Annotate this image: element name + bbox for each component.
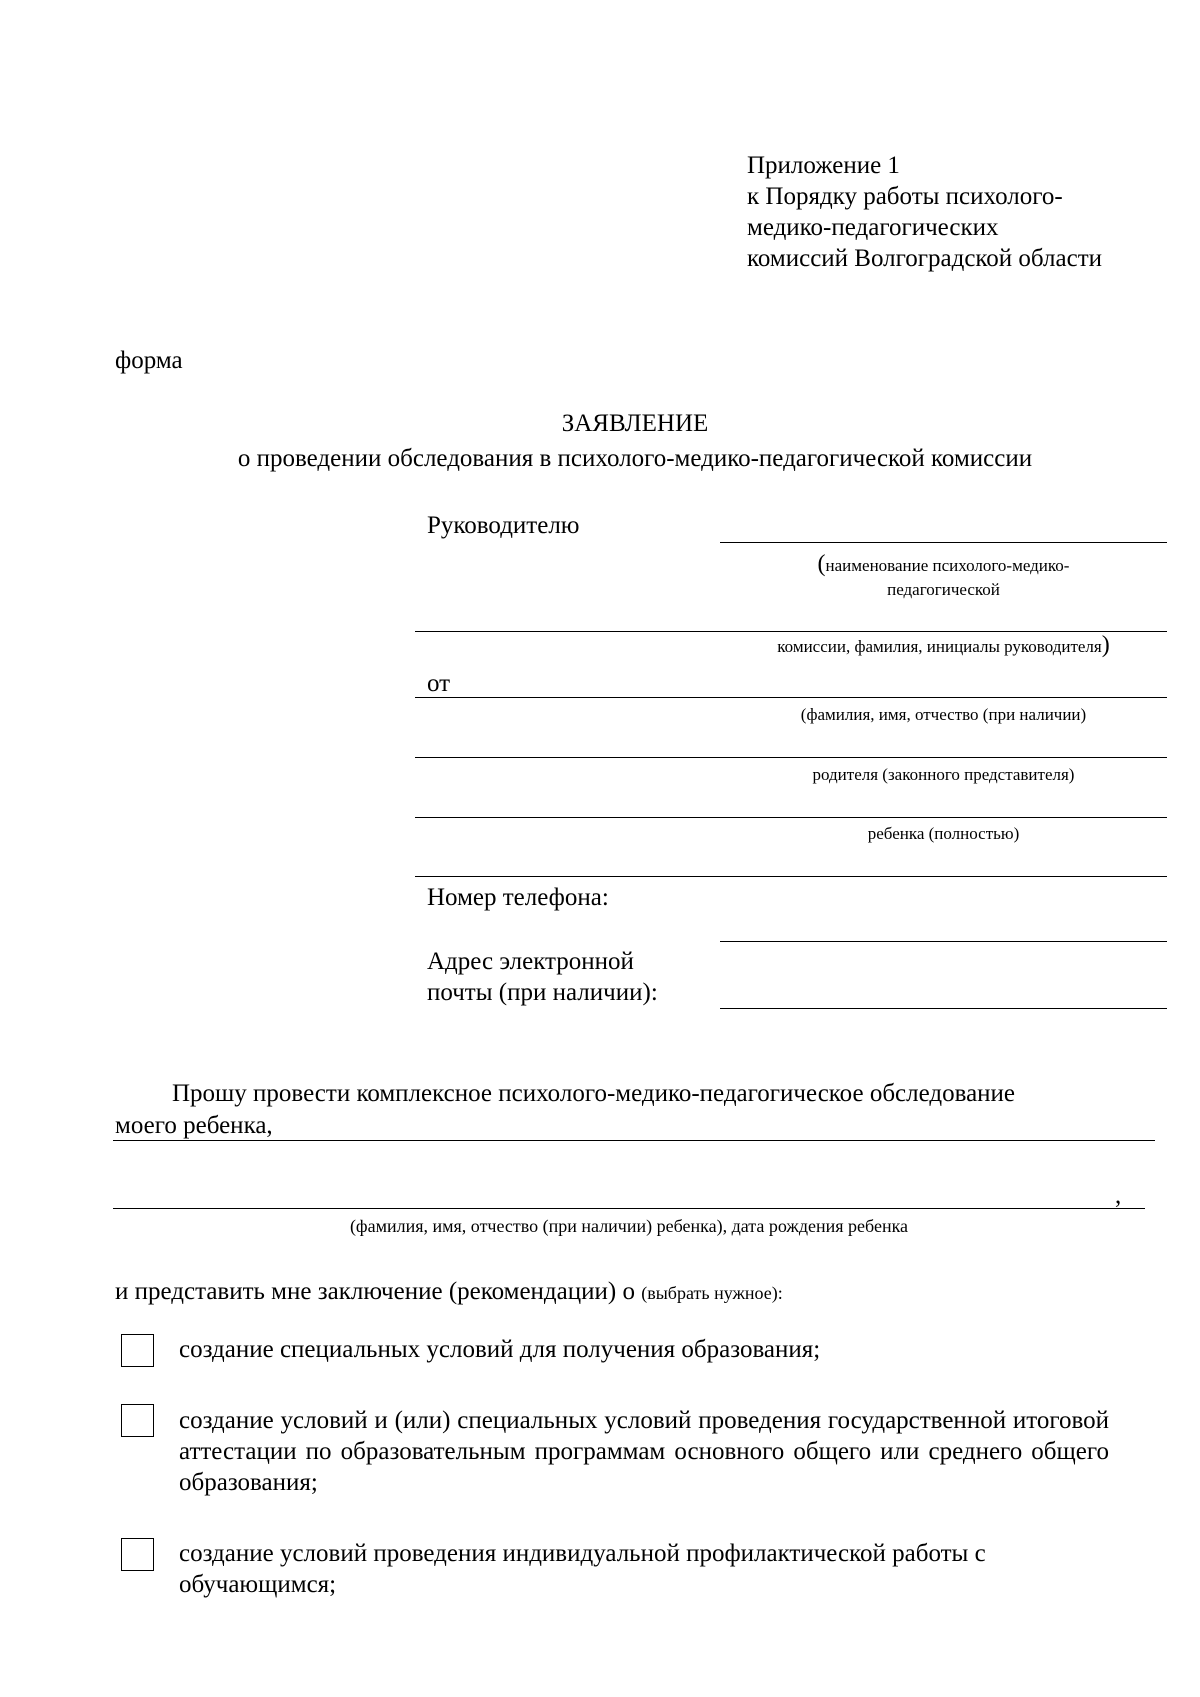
from-label: от xyxy=(427,670,451,697)
option-checkbox-3[interactable] xyxy=(121,1538,154,1571)
conclusion-text xyxy=(115,1276,783,1307)
option-text-1: создание специальных условий для получения образования; xyxy=(179,1336,821,1363)
option-text-3: создание условий проведения индивидуальной профилактической работы с обучающимся; xyxy=(179,1540,986,1598)
email-label xyxy=(427,946,658,1008)
document-title: ЗАЯВЛЕНИЕ xyxy=(561,410,709,437)
commission-name-line[interactable] xyxy=(720,542,1167,543)
conclusion-main: и представить мне заключение (рекомендации) о xyxy=(115,1278,635,1305)
commission-hint-2: комиссии, фамилия, инициалы руководителя) xyxy=(777,632,1110,658)
addressee-label: Руководителю xyxy=(427,512,580,539)
option-checkbox-2[interactable] xyxy=(121,1404,154,1437)
comma: , xyxy=(1115,1182,1122,1209)
email-label-line-1: Адрес электронной xyxy=(427,948,634,975)
appendix-line-3: медико-педагогических xyxy=(747,214,999,241)
conclusion-note: (выбрать нужное): xyxy=(641,1283,783,1303)
appendix-line-2: к Порядку работы психолого- xyxy=(747,183,1063,210)
commission-hint-2-text: комиссии, фамилия, инициалы руководителя xyxy=(777,637,1102,656)
parent-hint-2: родителя (законного представителя) xyxy=(812,765,1075,784)
email-label-line-2: почты (при наличии): xyxy=(427,979,658,1006)
commission-head-line[interactable] xyxy=(415,631,1167,632)
option-checkbox-1[interactable] xyxy=(121,1334,154,1367)
form-label: форма xyxy=(115,347,183,374)
option-text-2: создание условий и (или) специальных условий проведения государственной итоговой аттестации по образовательным программам основного общего или среднего общего образования; xyxy=(179,1407,1109,1496)
appendix-line-1: Приложение 1 xyxy=(747,152,900,179)
parent-name-line-2[interactable] xyxy=(415,757,1167,758)
child-line-1[interactable] xyxy=(113,1140,1155,1141)
request-text-line-1: Прошу провести комплексное психолого-медико-педагогическое обследование xyxy=(172,1080,1016,1107)
commission-hint-1-cont: педагогической xyxy=(887,580,1000,599)
parent-hint-1: (фамилия, имя, отчество (при наличии) xyxy=(800,705,1087,724)
commission-hint-1: (наименование психолого-медико- педагогической xyxy=(817,551,1070,599)
parent-name-line-1[interactable] xyxy=(415,697,1167,698)
appendix-line-4: комиссий Волгоградской области xyxy=(747,245,1102,272)
request-text-line-2: моего ребенка, xyxy=(115,1112,273,1139)
appendix-block xyxy=(747,150,1167,274)
phone-field-line[interactable] xyxy=(720,941,1167,942)
phone-label: Номер телефона: xyxy=(427,884,609,911)
child-line-2[interactable] xyxy=(113,1208,1145,1209)
parent-name-line-3[interactable] xyxy=(415,817,1167,818)
email-field-line[interactable] xyxy=(720,1008,1167,1009)
parent-name-line-4[interactable] xyxy=(415,876,1167,877)
document-subtitle: о проведении обследования в психолого-медико-педагогической комиссии xyxy=(237,445,1033,472)
child-hint: (фамилия, имя, отчество (при наличии) ребенка), дата рождения ребенка xyxy=(349,1216,909,1236)
commission-hint-1-text: наименование психолого-медико- xyxy=(825,556,1070,575)
parent-hint-3: ребенка (полностью) xyxy=(867,824,1020,843)
